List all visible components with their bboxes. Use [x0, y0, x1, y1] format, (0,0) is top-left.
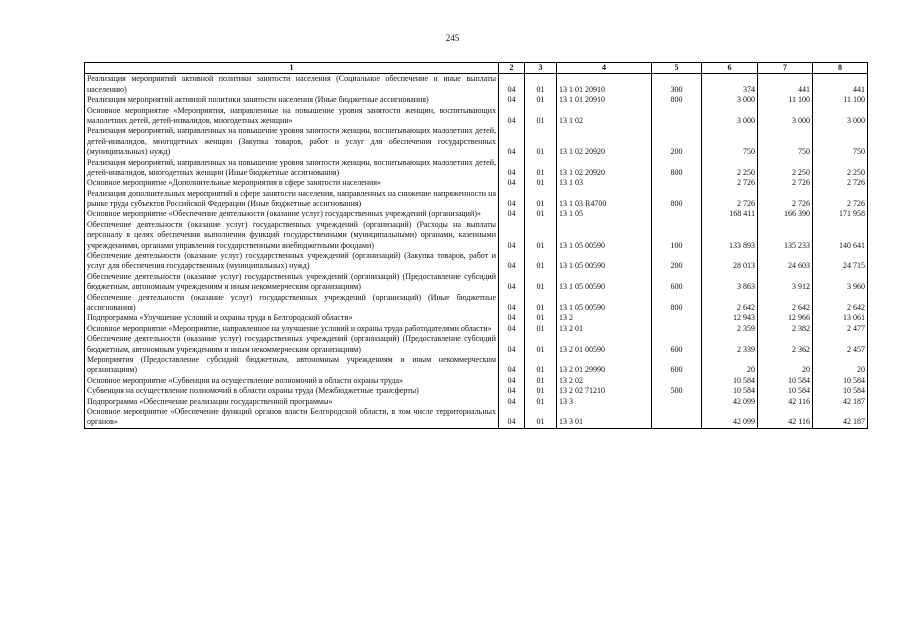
page-number: 245 — [445, 33, 460, 43]
expense-type-code — [652, 178, 702, 188]
section-code: 04 — [499, 324, 525, 334]
row-description: Обеспечение деятельности (оказание услуг) государственных учреждений (организаций) (Закупка товаров, работ и услуг для обеспечения государственных (муниципальных) нужд) — [85, 251, 499, 272]
table-row — [85, 376, 868, 386]
table-row — [85, 355, 868, 376]
amount-col-8: 2 726 — [813, 189, 868, 210]
expense-type-code — [652, 376, 702, 386]
amount-col-8: 3 000 — [813, 106, 868, 127]
row-description: Подпрограмма «Обеспечение реализации государственной программы» — [85, 397, 499, 407]
amount-col-8: 2 477 — [813, 324, 868, 334]
subsection-code: 01 — [525, 251, 557, 272]
section-code: 04 — [499, 158, 525, 179]
section-code: 04 — [499, 397, 525, 407]
amount-col-6: 28 013 — [702, 251, 758, 272]
row-description: Обеспечение деятельности (оказание услуг) государственных учреждений (организаций) (Расходы на выплаты персоналу в целях обеспечения выполнения функций государственными (муниципальными) органами, казенными учреждениями, органами управления государственными внебюджетными фондами) — [85, 220, 499, 251]
subsection-code: 01 — [525, 334, 557, 355]
expense-type-code: 800 — [652, 189, 702, 210]
table-row — [85, 158, 868, 179]
expense-type-code: 800 — [652, 293, 702, 314]
amount-col-7: 3 912 — [758, 272, 813, 293]
section-code: 04 — [499, 95, 525, 105]
amount-col-7: 12 966 — [758, 313, 813, 323]
budget-table — [84, 62, 868, 429]
table-row — [85, 251, 868, 272]
target-article-code: 13 1 05 — [557, 209, 652, 219]
amount-col-8: 11 100 — [813, 95, 868, 105]
table-row — [85, 334, 868, 355]
amount-col-6: 168 411 — [702, 209, 758, 219]
subsection-code: 01 — [525, 178, 557, 188]
section-code: 04 — [499, 106, 525, 127]
column-header: 1 — [85, 63, 499, 74]
section-code: 04 — [499, 293, 525, 314]
subsection-code: 01 — [525, 313, 557, 323]
amount-col-7: 2 642 — [758, 293, 813, 314]
amount-col-7: 2 726 — [758, 178, 813, 188]
amount-col-6: 3 000 — [702, 106, 758, 127]
amount-col-6: 2 250 — [702, 158, 758, 179]
subsection-code: 01 — [525, 386, 557, 396]
section-code: 04 — [499, 209, 525, 219]
table-row — [85, 209, 868, 219]
expense-type-code: 200 — [652, 126, 702, 157]
section-code: 04 — [499, 407, 525, 428]
subsection-code: 01 — [525, 293, 557, 314]
amount-col-7: 2 250 — [758, 158, 813, 179]
table-header-row — [85, 63, 868, 74]
table-row — [85, 272, 868, 293]
section-code: 04 — [499, 220, 525, 251]
row-description: Мероприятия (Предоставление субсидий бюджетным, автономным учреждениям и иным некоммерческим организациям) — [85, 355, 499, 376]
amount-col-8: 20 — [813, 355, 868, 376]
row-description: Субвенция на осуществление полномочий в области охраны труда (Межбюджетные трансферты) — [85, 386, 499, 396]
row-description: Реализация мероприятий, направленных на повышение уровня занятости женщин, воспитывающих малолетних детей, детей-инвалидов, многодетных женщин (Закупка товаров, работ и услуг для обеспечения государственных (муниципальных) нужд) — [85, 126, 499, 157]
amount-col-6: 2 726 — [702, 178, 758, 188]
expense-type-code — [652, 407, 702, 428]
amount-col-7: 20 — [758, 355, 813, 376]
row-description: Реализация дополнительных мероприятий в сфере занятости населения, направленных на снижение напряженности на рынке труда субъектов Российской Федерации (Иные бюджетные ассигнования) — [85, 189, 499, 210]
expense-type-code: 600 — [652, 355, 702, 376]
amount-col-7: 750 — [758, 126, 813, 157]
target-article-code: 13 1 02 20920 — [557, 126, 652, 157]
target-article-code: 13 1 05 00590 — [557, 251, 652, 272]
amount-col-8: 750 — [813, 126, 868, 157]
expense-type-code — [652, 324, 702, 334]
target-article-code: 13 1 01 20910 — [557, 95, 652, 105]
expense-type-code — [652, 397, 702, 407]
target-article-code: 13 1 05 00590 — [557, 220, 652, 251]
column-header: 5 — [652, 63, 702, 74]
amount-col-6: 10 584 — [702, 376, 758, 386]
target-article-code: 13 1 05 00590 — [557, 293, 652, 314]
amount-col-6: 42 099 — [702, 397, 758, 407]
expense-type-code: 600 — [652, 334, 702, 355]
expense-type-code: 200 — [652, 251, 702, 272]
table-row — [85, 386, 868, 396]
section-code: 04 — [499, 251, 525, 272]
amount-col-7: 42 116 — [758, 407, 813, 428]
amount-col-7: 10 584 — [758, 376, 813, 386]
section-code: 04 — [499, 189, 525, 210]
amount-col-6: 20 — [702, 355, 758, 376]
table-row — [85, 178, 868, 188]
target-article-code: 13 2 02 — [557, 376, 652, 386]
amount-col-8: 13 061 — [813, 313, 868, 323]
target-article-code: 13 1 02 20920 — [557, 158, 652, 179]
column-header: 6 — [702, 63, 758, 74]
amount-col-6: 374 — [702, 74, 758, 95]
amount-col-7: 166 390 — [758, 209, 813, 219]
row-description: Основное мероприятие «Обеспечение деятельности (оказание услуг) государственных учреждений (организаций)» — [85, 209, 499, 219]
target-article-code: 13 1 01 20910 — [557, 74, 652, 95]
target-article-code: 13 3 01 — [557, 407, 652, 428]
subsection-code: 01 — [525, 376, 557, 386]
amount-col-6: 2 726 — [702, 189, 758, 210]
column-header: 8 — [813, 63, 868, 74]
amount-col-8: 140 641 — [813, 220, 868, 251]
amount-col-6: 3 000 — [702, 95, 758, 105]
amount-col-6: 2 642 — [702, 293, 758, 314]
table-row — [85, 220, 868, 251]
row-description: Основное мероприятие «Мероприятие, направленное на улучшение условий и охраны труда работодателями области» — [85, 324, 499, 334]
table-row — [85, 407, 868, 428]
target-article-code: 13 2 01 — [557, 324, 652, 334]
amount-col-8: 24 715 — [813, 251, 868, 272]
amount-col-7: 135 233 — [758, 220, 813, 251]
amount-col-8: 10 584 — [813, 386, 868, 396]
target-article-code: 13 1 03 — [557, 178, 652, 188]
table-row — [85, 126, 868, 157]
target-article-code: 13 2 — [557, 313, 652, 323]
amount-col-7: 10 584 — [758, 386, 813, 396]
subsection-code: 01 — [525, 74, 557, 95]
table-row — [85, 313, 868, 323]
row-description: Обеспечение деятельности (оказание услуг) государственных учреждений (организаций) (Иные бюджетные ассигнования) — [85, 293, 499, 314]
expense-type-code: 100 — [652, 220, 702, 251]
table-row — [85, 324, 868, 334]
subsection-code: 01 — [525, 189, 557, 210]
amount-col-8: 441 — [813, 74, 868, 95]
row-description: Реализация мероприятий, направленных на повышение уровня занятости женщин, воспитывающих малолетних детей, детей-инвалидов, многодетных женщин (Иные бюджетные ассигнования) — [85, 158, 499, 179]
amount-col-6: 3 863 — [702, 272, 758, 293]
target-article-code: 13 1 02 — [557, 106, 652, 127]
row-description: Реализация мероприятий активной политики занятости населения (Иные бюджетные ассигнования) — [85, 95, 499, 105]
amount-col-8: 2 726 — [813, 178, 868, 188]
amount-col-6: 12 943 — [702, 313, 758, 323]
section-code: 04 — [499, 126, 525, 157]
amount-col-6: 10 584 — [702, 386, 758, 396]
row-description: Реализация мероприятий активной политики занятости населения (Социальное обеспечение и иные выплаты населению) — [85, 74, 499, 95]
subsection-code: 01 — [525, 106, 557, 127]
amount-col-7: 2 726 — [758, 189, 813, 210]
amount-col-6: 42 099 — [702, 407, 758, 428]
section-code: 04 — [499, 178, 525, 188]
expense-type-code: 800 — [652, 95, 702, 105]
expense-type-code — [652, 106, 702, 127]
amount-col-8: 2 457 — [813, 334, 868, 355]
expense-type-code — [652, 209, 702, 219]
amount-col-7: 441 — [758, 74, 813, 95]
amount-col-6: 2 339 — [702, 334, 758, 355]
amount-col-7: 2 362 — [758, 334, 813, 355]
amount-col-8: 3 960 — [813, 272, 868, 293]
amount-col-8: 10 584 — [813, 376, 868, 386]
amount-col-6: 2 359 — [702, 324, 758, 334]
target-article-code: 13 2 01 00590 — [557, 334, 652, 355]
expense-type-code: 600 — [652, 272, 702, 293]
amount-col-7: 42 116 — [758, 397, 813, 407]
subsection-code: 01 — [525, 324, 557, 334]
section-code: 04 — [499, 272, 525, 293]
section-code: 04 — [499, 313, 525, 323]
subsection-code: 01 — [525, 158, 557, 179]
target-article-code: 13 1 05 00590 — [557, 272, 652, 293]
column-header: 4 — [557, 63, 652, 74]
subsection-code: 01 — [525, 407, 557, 428]
target-article-code: 13 3 — [557, 397, 652, 407]
expense-type-code — [652, 313, 702, 323]
amount-col-8: 2 250 — [813, 158, 868, 179]
expense-type-code: 800 — [652, 158, 702, 179]
table-row — [85, 95, 868, 105]
row-description: Основное мероприятие «Субвенция на осуществление полномочий в области охраны труда» — [85, 376, 499, 386]
expense-type-code: 300 — [652, 74, 702, 95]
table-row — [85, 189, 868, 210]
section-code: 04 — [499, 386, 525, 396]
target-article-code: 13 2 01 29990 — [557, 355, 652, 376]
target-article-code: 13 2 02 71210 — [557, 386, 652, 396]
amount-col-6: 750 — [702, 126, 758, 157]
row-description: Основное мероприятие «Мероприятия, направленные на повышение уровня занятости женщин, воспитывающих малолетних детей, детей-инвалидов, многодетных женщин» — [85, 106, 499, 127]
amount-col-7: 3 000 — [758, 106, 813, 127]
expense-type-code: 500 — [652, 386, 702, 396]
table-row — [85, 74, 868, 95]
subsection-code: 01 — [525, 220, 557, 251]
column-header: 3 — [525, 63, 557, 74]
table-row — [85, 106, 868, 127]
table-row — [85, 397, 868, 407]
amount-col-8: 42 187 — [813, 407, 868, 428]
column-header: 7 — [758, 63, 813, 74]
row-description: Обеспечение деятельности (оказание услуг) государственных учреждений (организаций) (Предоставление субсидий бюджетным, автономным учреждениям и иным некоммерческим организациям) — [85, 272, 499, 293]
subsection-code: 01 — [525, 126, 557, 157]
subsection-code: 01 — [525, 397, 557, 407]
row-description: Основное мероприятие «Обеспечение функций органов власти Белгородской области, в том числе территориальных органов» — [85, 407, 499, 428]
row-description: Обеспечение деятельности (оказание услуг) государственных учреждений (организаций) (Предоставление субсидий бюджетным, автономным учреждениям и иным некоммерческим организациям) — [85, 334, 499, 355]
target-article-code: 13 1 03 R4700 — [557, 189, 652, 210]
section-code: 04 — [499, 334, 525, 355]
section-code: 04 — [499, 376, 525, 386]
amount-col-7: 2 382 — [758, 324, 813, 334]
section-code: 04 — [499, 74, 525, 95]
subsection-code: 01 — [525, 355, 557, 376]
amount-col-6: 133 893 — [702, 220, 758, 251]
amount-col-7: 24 603 — [758, 251, 813, 272]
subsection-code: 01 — [525, 209, 557, 219]
table-row — [85, 293, 868, 314]
row-description: Основное мероприятие «Дополнительные мероприятия в сфере занятости населения» — [85, 178, 499, 188]
row-description: Подпрограмма «Улучшение условий и охраны труда в Белгородской области» — [85, 313, 499, 323]
amount-col-8: 171 958 — [813, 209, 868, 219]
subsection-code: 01 — [525, 272, 557, 293]
amount-col-8: 42 187 — [813, 397, 868, 407]
column-header: 2 — [499, 63, 525, 74]
subsection-code: 01 — [525, 95, 557, 105]
amount-col-7: 11 100 — [758, 95, 813, 105]
amount-col-8: 2 642 — [813, 293, 868, 314]
section-code: 04 — [499, 355, 525, 376]
